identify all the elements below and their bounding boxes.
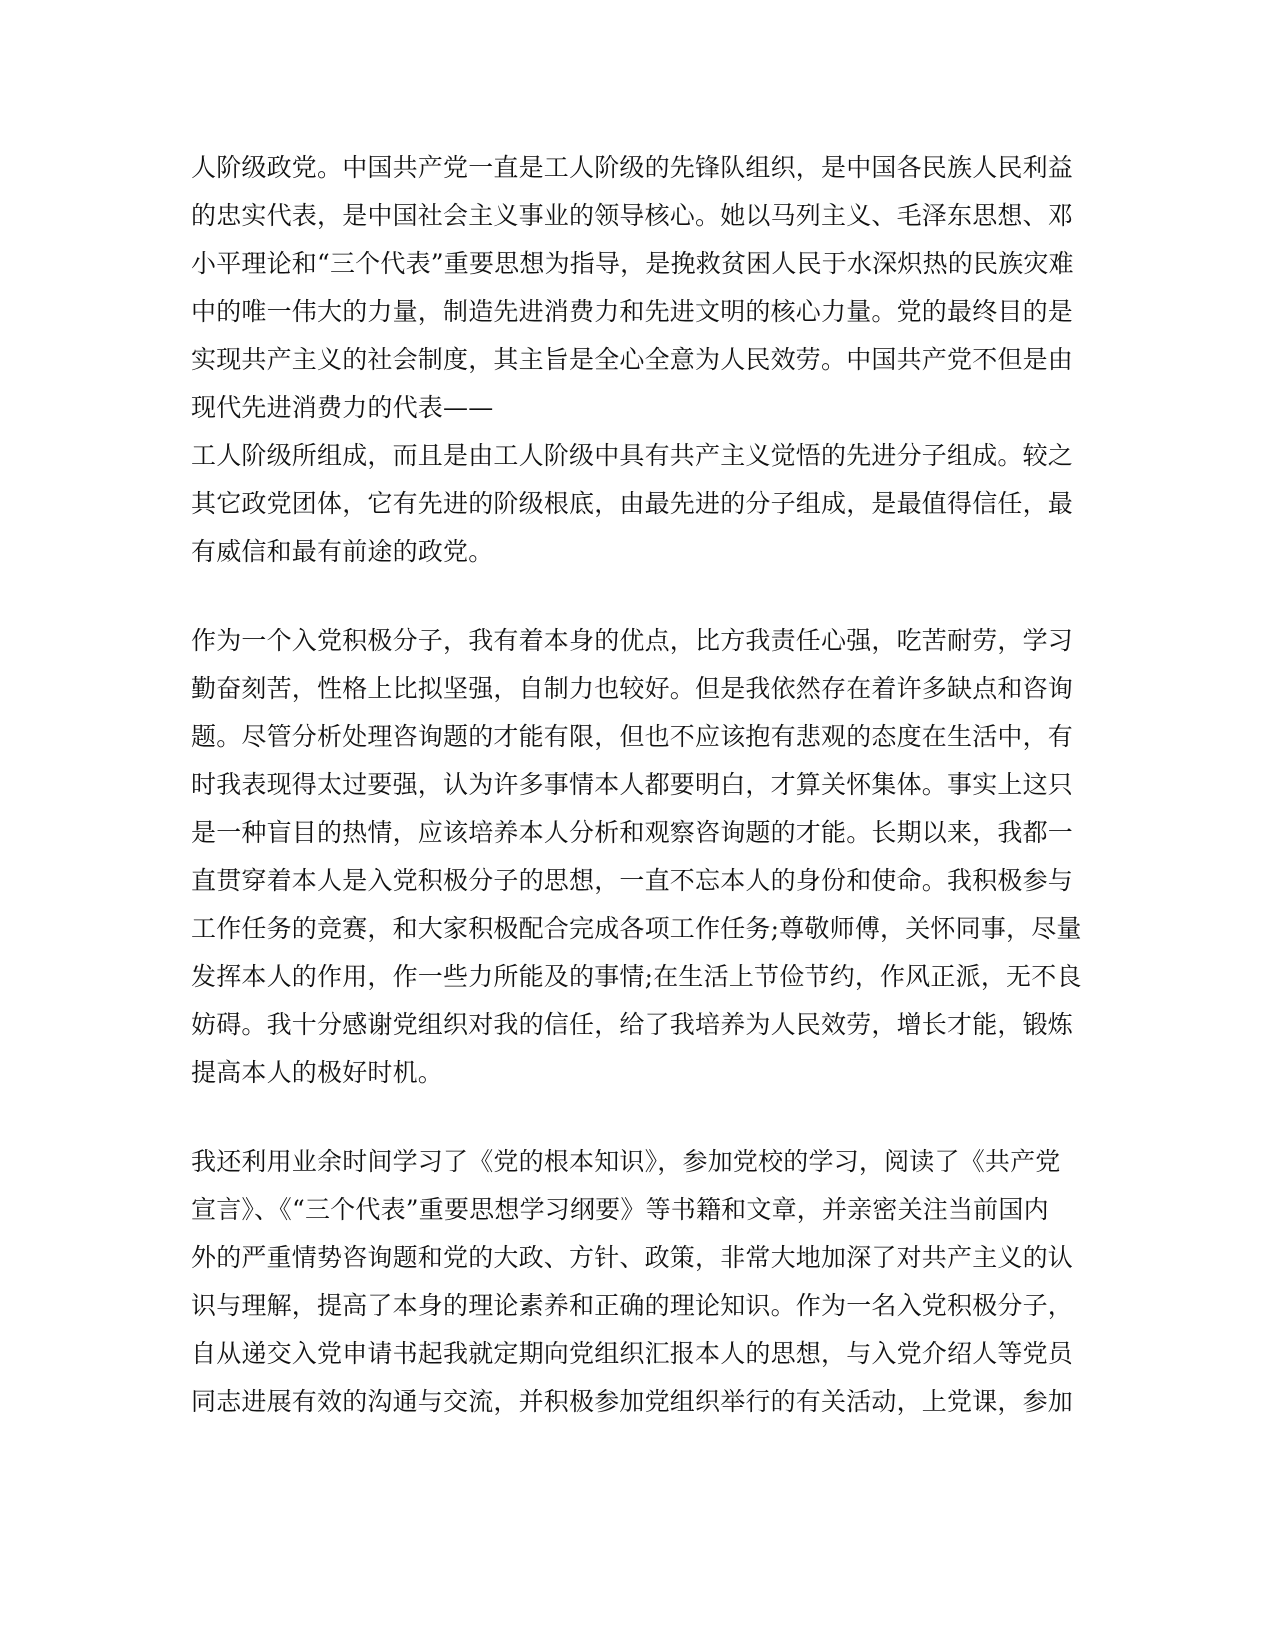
text-line: 工人阶级所组成，而且是由工人阶级中具有共产主义觉悟的先进分子组成。较之	[191, 441, 1074, 470]
text-line: 作为一个入党积极分子，我有着本身的优点，比方我责任心强，吃苦耐劳，学习	[191, 626, 1074, 655]
text-line: 的忠实代表，是中国社会主义事业的领导核心。她以马列主义、毛泽东思想、邓	[191, 201, 1074, 230]
text-line: 自从递交入党申请书起我就定期向党组织汇报本人的思想，与入党介绍人等党员	[191, 1339, 1074, 1368]
text-line: 其它政党团体，它有先进的阶级根底，由最先进的分子组成，是最值得信任，最	[191, 489, 1074, 518]
text-line: 时我表现得太过要强，认为许多事情本人都要明白，才算关怀集体。事实上这只	[191, 770, 1074, 799]
text-line: 工作任务的竞赛，和大家积极配合完成各项工作任务;尊敬师傅，关怀同事，尽量	[191, 914, 1082, 943]
text-line: 宣言》、《“三个代表”重要思想学习纲要》等书籍和文章，并亲密关注当前国内	[191, 1195, 1049, 1224]
text-line: 有威信和最有前途的政党。	[191, 537, 494, 566]
text-line: 勤奋刻苦，性格上比拟坚强，自制力也较好。但是我依然存在着许多缺点和咨询	[191, 674, 1074, 703]
text-line: 外的严重情势咨询题和党的大政、方针、政策，非常大地加深了对共产主义的认	[191, 1243, 1074, 1272]
text-line: 实现共产主义的社会制度，其主旨是全心全意为人民效劳。中国共产党不但是由	[191, 345, 1074, 374]
text-line: 中的唯一伟大的力量，制造先进消费力和先进文明的核心力量。党的最终目的是	[191, 297, 1074, 326]
text-line: 小平理论和“三个代表”重要思想为指导，是挽救贫困人民于水深炽热的民族灾难	[191, 249, 1074, 278]
text-line: 识与理解，提高了本身的理论素养和正确的理论知识。作为一名入党积极分子，	[191, 1291, 1074, 1320]
text-line: 直贯穿着本人是入党积极分子的思想，一直不忘本人的身份和使命。我积极参与	[191, 866, 1074, 895]
text-line: 我还利用业余时间学习了《党的根本知识》，参加党校的学习，阅读了《共产党	[191, 1147, 1061, 1176]
text-line: 人阶级政党。中国共产党一直是工人阶级的先锋队组织，是中国各民族人民利益	[191, 153, 1074, 182]
text-line: 现代先进消费力的代表——	[191, 393, 494, 422]
text-line: 题。尽管分析处理咨询题的才能有限，但也不应该抱有悲观的态度在生活中，有	[191, 722, 1074, 751]
text-line: 妨碍。我十分感谢党组织对我的信任，给了我培养为人民效劳，增长才能，锻炼	[191, 1010, 1074, 1039]
text-line: 提高本人的极好时机。	[191, 1058, 444, 1087]
text-line: 发挥本人的作用，作一些力所能及的事情;在生活上节俭节约，作风正派，无不良	[191, 962, 1082, 991]
text-line: 同志进展有效的沟通与交流，并积极参加党组织举行的有关活动，上党课，参加	[191, 1387, 1074, 1416]
text-line: 是一种盲目的热情，应该培养本人分析和观察咨询题的才能。长期以来，我都一	[191, 818, 1074, 847]
